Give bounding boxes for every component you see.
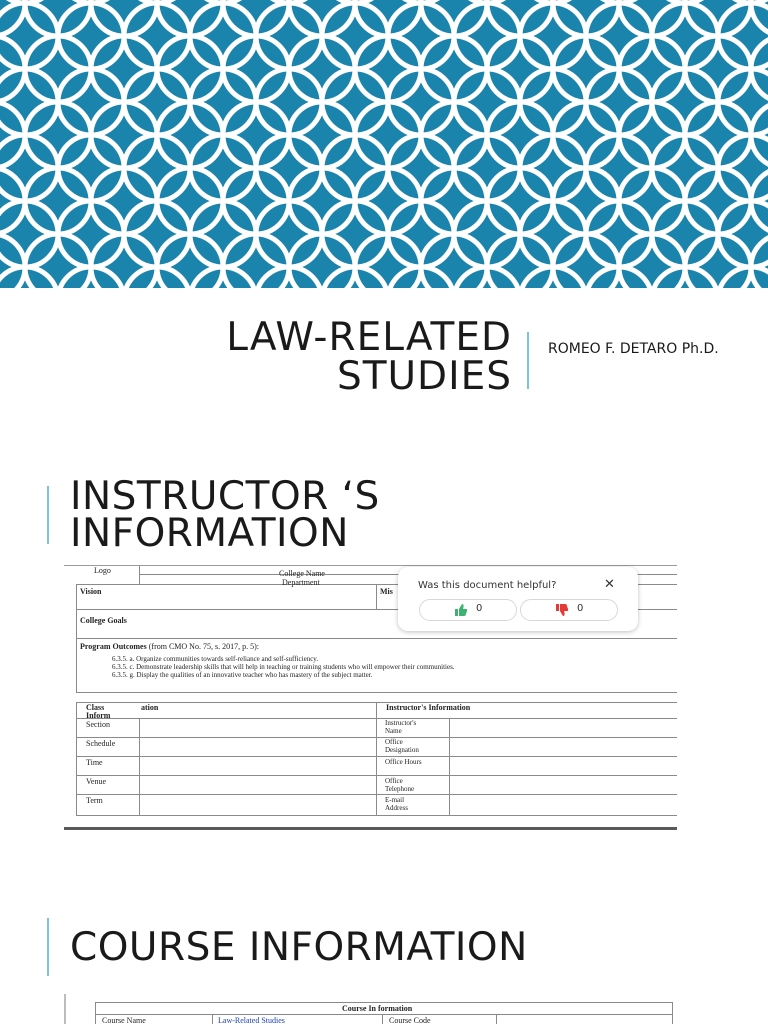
college-goals-label: College Goals bbox=[80, 616, 127, 625]
mission-label: Mis bbox=[380, 587, 393, 596]
rule bbox=[139, 718, 140, 815]
doc-edge-bottom bbox=[64, 827, 677, 830]
rule bbox=[212, 1014, 213, 1024]
class-info-header: Class bbox=[86, 703, 105, 712]
close-icon[interactable]: ✕ bbox=[604, 577, 615, 592]
rule bbox=[64, 994, 66, 1024]
class-row-label: Section bbox=[86, 720, 110, 729]
title-line-1: LAW-RELATED bbox=[226, 315, 512, 360]
instructor-info-header: Instructor's Information bbox=[386, 703, 471, 712]
instr-row-label: Address bbox=[385, 804, 408, 812]
rule bbox=[76, 638, 677, 639]
thumbs-down-icon bbox=[555, 603, 569, 617]
rule bbox=[139, 566, 140, 585]
section-title-course: COURSE INFORMATION bbox=[70, 925, 528, 970]
rule bbox=[382, 1014, 383, 1024]
section-accent-bar bbox=[47, 918, 49, 976]
class-row-label: Time bbox=[86, 758, 103, 767]
hero-pattern bbox=[0, 0, 768, 288]
rule bbox=[76, 692, 677, 693]
instr-row-label: E-mail bbox=[385, 796, 405, 804]
logo-label: Logo bbox=[94, 566, 111, 575]
thumbs-up-count: 0 bbox=[476, 603, 483, 614]
rule bbox=[672, 1002, 673, 1024]
title-line-2: STUDIES bbox=[336, 354, 512, 399]
vision-label: Vision bbox=[80, 587, 102, 596]
outcome-item: 6.3.5. a. Organize communities towards self-reliance and self-sufficiency. bbox=[112, 655, 319, 663]
class-info-header-line2: Inform bbox=[86, 711, 111, 720]
class-row-label: Venue bbox=[86, 777, 106, 786]
feedback-question: Was this document helpful? bbox=[418, 580, 557, 591]
instr-row-label: Name bbox=[385, 727, 402, 735]
thumbs-up-button[interactable] bbox=[419, 599, 517, 621]
college-name-label: College Name bbox=[279, 569, 325, 578]
thumbs-up-icon bbox=[454, 603, 468, 617]
instr-row-label: Office bbox=[385, 777, 403, 785]
circle-lattice-pattern bbox=[0, 0, 768, 288]
doc-edge-top bbox=[64, 565, 677, 566]
rule bbox=[496, 1014, 497, 1024]
title-divider bbox=[527, 332, 529, 389]
instr-row-label: Telephone bbox=[385, 785, 415, 793]
rule bbox=[76, 815, 677, 816]
rule bbox=[76, 756, 677, 757]
course-name-value: Law-Related Studies bbox=[218, 1016, 285, 1024]
course-code-label: Course Code bbox=[389, 1016, 431, 1024]
course-name-label: Course Name bbox=[102, 1016, 146, 1024]
instr-row-label: Office Hours bbox=[385, 758, 422, 766]
rule bbox=[95, 1002, 96, 1024]
rule bbox=[449, 718, 450, 815]
rule bbox=[376, 584, 377, 609]
rule bbox=[76, 794, 677, 795]
rule bbox=[95, 1002, 673, 1003]
outcome-item: 6.3.5. c. Demonstrate leadership skills that will help in teaching or training students who will empower their communities. bbox=[112, 663, 455, 671]
section-title-instructor-1: INSTRUCTOR ‘S bbox=[70, 474, 380, 519]
program-outcomes-heading: Program Outcomes (from CMO No. 75, s. 2017, p. 5): bbox=[80, 642, 259, 651]
class-row-label: Schedule bbox=[86, 739, 116, 748]
rule bbox=[76, 718, 677, 719]
instr-row-label: Instructor's bbox=[385, 719, 417, 727]
presentation-title bbox=[0, 315, 512, 399]
thumbs-down-button[interactable] bbox=[520, 599, 618, 621]
class-row-label: Term bbox=[86, 796, 103, 805]
course-info-form-image bbox=[64, 994, 684, 1024]
course-info-header: Course In formation bbox=[342, 1004, 413, 1013]
feedback-popup bbox=[398, 567, 638, 631]
instr-row-label: Office bbox=[385, 738, 403, 746]
author-name: ROMEO F. DETARO Ph.D. bbox=[548, 341, 719, 357]
rule bbox=[76, 775, 677, 776]
section-title-instructor-2: INFORMATION bbox=[70, 511, 349, 556]
section-accent-bar bbox=[47, 486, 49, 544]
class-info-header-cont: ation bbox=[141, 703, 159, 712]
instr-row-label: Designation bbox=[385, 746, 419, 754]
rule bbox=[76, 737, 677, 738]
outcome-item: 6.3.5. g. Display the qualities of an innovative teacher who has mastery of the subject matter. bbox=[112, 671, 373, 679]
rule bbox=[95, 1014, 673, 1015]
department-label: Department bbox=[282, 578, 320, 587]
thumbs-down-count: 0 bbox=[577, 603, 584, 614]
